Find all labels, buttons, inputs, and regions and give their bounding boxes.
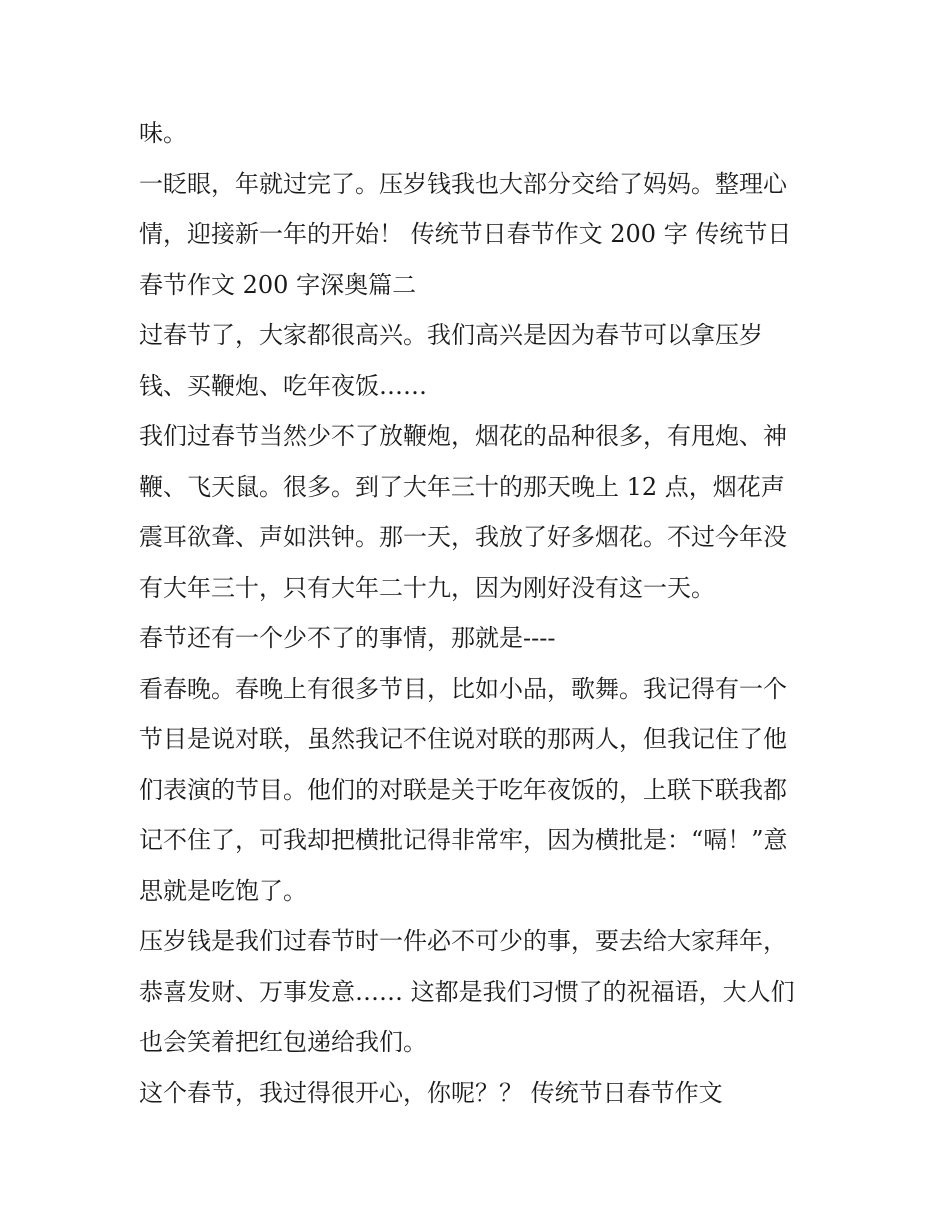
paragraph	[139, 1068, 819, 1119]
text-line: 震耳欲聋、声如洪钟。那一天，我放了好多烟花。不过今年没	[139, 523, 787, 551]
text-line: 压岁钱是我们过春节时一件必不可少的事，要去给大家拜年，	[139, 927, 787, 955]
text-line: 鞭、飞天鼠。很多。到了大年三十的那天晚上 12 点，烟花声	[139, 472, 785, 501]
paragraph	[139, 310, 819, 411]
text-line: 春节作文 200 字深奥篇二	[139, 270, 417, 299]
paragraph	[139, 613, 819, 664]
text-line: 也会笑着把红包递给我们。	[139, 1028, 427, 1056]
text-line: 我们过春节当然少不了放鞭炮，烟花的品种很多，有甩炮、神	[139, 422, 787, 450]
paragraph	[139, 664, 819, 917]
paragraph	[139, 916, 819, 1068]
paragraph	[139, 108, 819, 159]
paragraph	[139, 159, 819, 311]
text-line: 记不住了，可我却把横批记得非常牢，因为横批是：“嗝！”意	[139, 826, 788, 854]
text-line: 钱、买鞭炮、吃年夜饭……	[139, 371, 427, 400]
text-line: 恭喜发财、万事发意…… 这都是我们习惯了的祝福语，大人们	[139, 977, 795, 1006]
paragraph	[139, 411, 819, 613]
document-body	[139, 108, 819, 1118]
text-line: 这个春节，我过得很开心，你呢？？ 传统节日春节作文	[139, 1078, 723, 1107]
text-line: 一眨眼，年就过完了。压岁钱我也大部分交给了妈妈。整理心	[139, 169, 787, 198]
text-line: 思就是吃饱了。	[139, 876, 307, 905]
text-line: 节目是说对联，虽然我记不住说对联的那两人，但我记住了他	[139, 725, 787, 753]
text-line: 过春节了，大家都很高兴。我们高兴是因为春节可以拿压岁	[139, 321, 763, 349]
text-line: 味。	[139, 119, 187, 147]
text-line: 春节还有一个少不了的事情，那就是----	[139, 624, 556, 652]
text-line: 情，迎接新一年的开始！ 传统节日春节作文 200 字 传统节日	[139, 220, 792, 248]
text-line: 看春晚。春晚上有很多节目，比如小品，歌舞。我记得有一个	[139, 674, 787, 703]
text-line: 们表演的节目。他们的对联是关于吃年夜饭的，上联下联我都	[139, 775, 787, 804]
text-line: 有大年三十，只有大年二十九，因为刚好没有这一天。	[139, 573, 715, 602]
